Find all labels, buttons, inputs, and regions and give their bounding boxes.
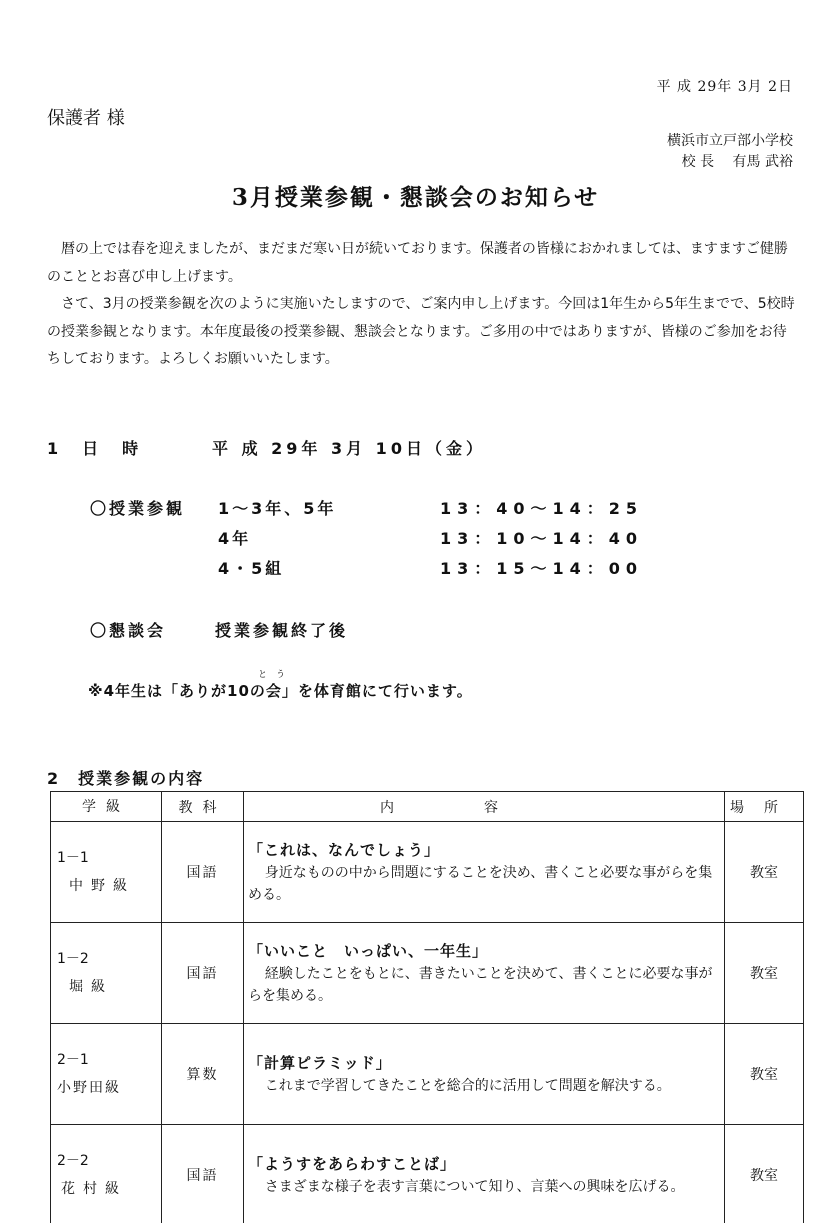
section-2-heading: 2 授業参観の内容: [47, 769, 205, 788]
intro-paragraph-1: 暦の上では春を迎えましたが、まだまだ寒い日が続いております。保護者の皆様におかれましては、ますますご健勝のこととお喜び申し上げます。: [47, 241, 788, 285]
class-cell: [51, 1024, 162, 1125]
addressee: 保護者 様: [47, 108, 125, 129]
slot-time: 13：40～14：25: [440, 499, 644, 518]
conference-label: 〇懇談会: [90, 621, 167, 640]
class-number: 2－2: [57, 1153, 89, 1169]
lesson-title: 「これは、なんでしょう」: [248, 840, 441, 859]
slot-time: 13：10～14：40: [440, 529, 644, 548]
lesson-table: [50, 791, 804, 1223]
table-row: [51, 1125, 804, 1223]
class-number: 1－2: [57, 951, 89, 967]
page-title: 3月授業参観・懇談会のお知らせ: [231, 184, 600, 211]
class-teacher: 中野級: [69, 878, 135, 894]
section-1-heading: 1 日 時: [47, 439, 143, 458]
class-teacher: 小野田級: [57, 1080, 121, 1096]
column-header: 教科: [162, 792, 244, 822]
class-teacher: 花村級: [61, 1181, 127, 1197]
table-row: [51, 923, 804, 1024]
table-header-row: [51, 792, 804, 822]
content-cell: [244, 822, 725, 923]
observation-label: 〇授業参観: [90, 499, 186, 518]
slot-time: 13：15～14：00: [440, 559, 644, 578]
column-header: 場所: [725, 792, 804, 822]
furigana: とう: [258, 670, 295, 680]
class-number: 2－1: [57, 1052, 89, 1068]
class-cell: [51, 822, 162, 923]
table-row: [51, 1024, 804, 1125]
place-cell: 教室: [725, 822, 804, 923]
content-cell: [244, 1125, 725, 1223]
lesson-description: これまで学習してきたことを総合的に活用して問題を解決する。: [264, 1077, 671, 1094]
subject-cell: 算数: [162, 1024, 244, 1125]
principal-name: 校 長 有馬 武裕: [681, 154, 793, 170]
intro-paragraph-2: さて、3月の授業参観を次のように実施いたしますので、ご案内申し上げます。今回は1年生から5年生までで、5校時の授業参観となります。本年度最後の授業参観、懇談会となります。ご多用の中ではありますが、皆様のご参加をお待ちしております。よろしくお願いいたします。: [47, 296, 795, 367]
column-header: 学級: [51, 792, 162, 822]
note-text: ※4年生は「ありが10の会」を体育館にて行います。: [88, 682, 473, 700]
conference-time: 授業参観終了後: [215, 621, 349, 640]
place-cell: 教室: [725, 923, 804, 1024]
lesson-title: 「いいこと いっぱい、一年生」: [248, 941, 489, 960]
lesson-description: さまざまな様子を表す言葉について知り、言葉への興味を広げる。: [264, 1178, 685, 1195]
slot-grade: 1～3年、5年: [218, 499, 337, 518]
class-cell: [51, 923, 162, 1024]
slot-grade: 4・5組: [218, 559, 285, 578]
notice-date: 平 成 29年 3月 2日: [656, 79, 793, 95]
content-cell: [244, 923, 725, 1024]
lesson-description: 身近なものの中から問題にすることを決め、書くこと必要な事がらを集める。: [248, 864, 713, 903]
place-cell: 教室: [725, 1125, 804, 1223]
subject-cell: 国語: [162, 923, 244, 1024]
subject-cell: 国語: [162, 1125, 244, 1223]
content-cell: [244, 1024, 725, 1125]
column-header: 内容: [244, 792, 725, 822]
school-name: 横浜市立戸部小学校: [667, 133, 793, 149]
class-teacher: 堀級: [69, 979, 113, 995]
lesson-description: 経験したことをもとに、書きたいことを決めて、書くことに必要な事がらを集める。: [248, 965, 713, 1004]
lesson-title: 「計算ピラミッド」: [248, 1053, 392, 1072]
slot-grade: 4年: [218, 529, 252, 548]
table-row: [51, 822, 804, 923]
class-number: 1－1: [57, 850, 89, 866]
lesson-title: 「ようすをあらわすことば」: [248, 1154, 457, 1173]
event-date: 平 成 29年 3月 10日（金）: [212, 439, 486, 458]
place-cell: 教室: [725, 1024, 804, 1125]
subject-cell: 国語: [162, 822, 244, 923]
intro-text: [47, 236, 795, 374]
class-cell: [51, 1125, 162, 1223]
